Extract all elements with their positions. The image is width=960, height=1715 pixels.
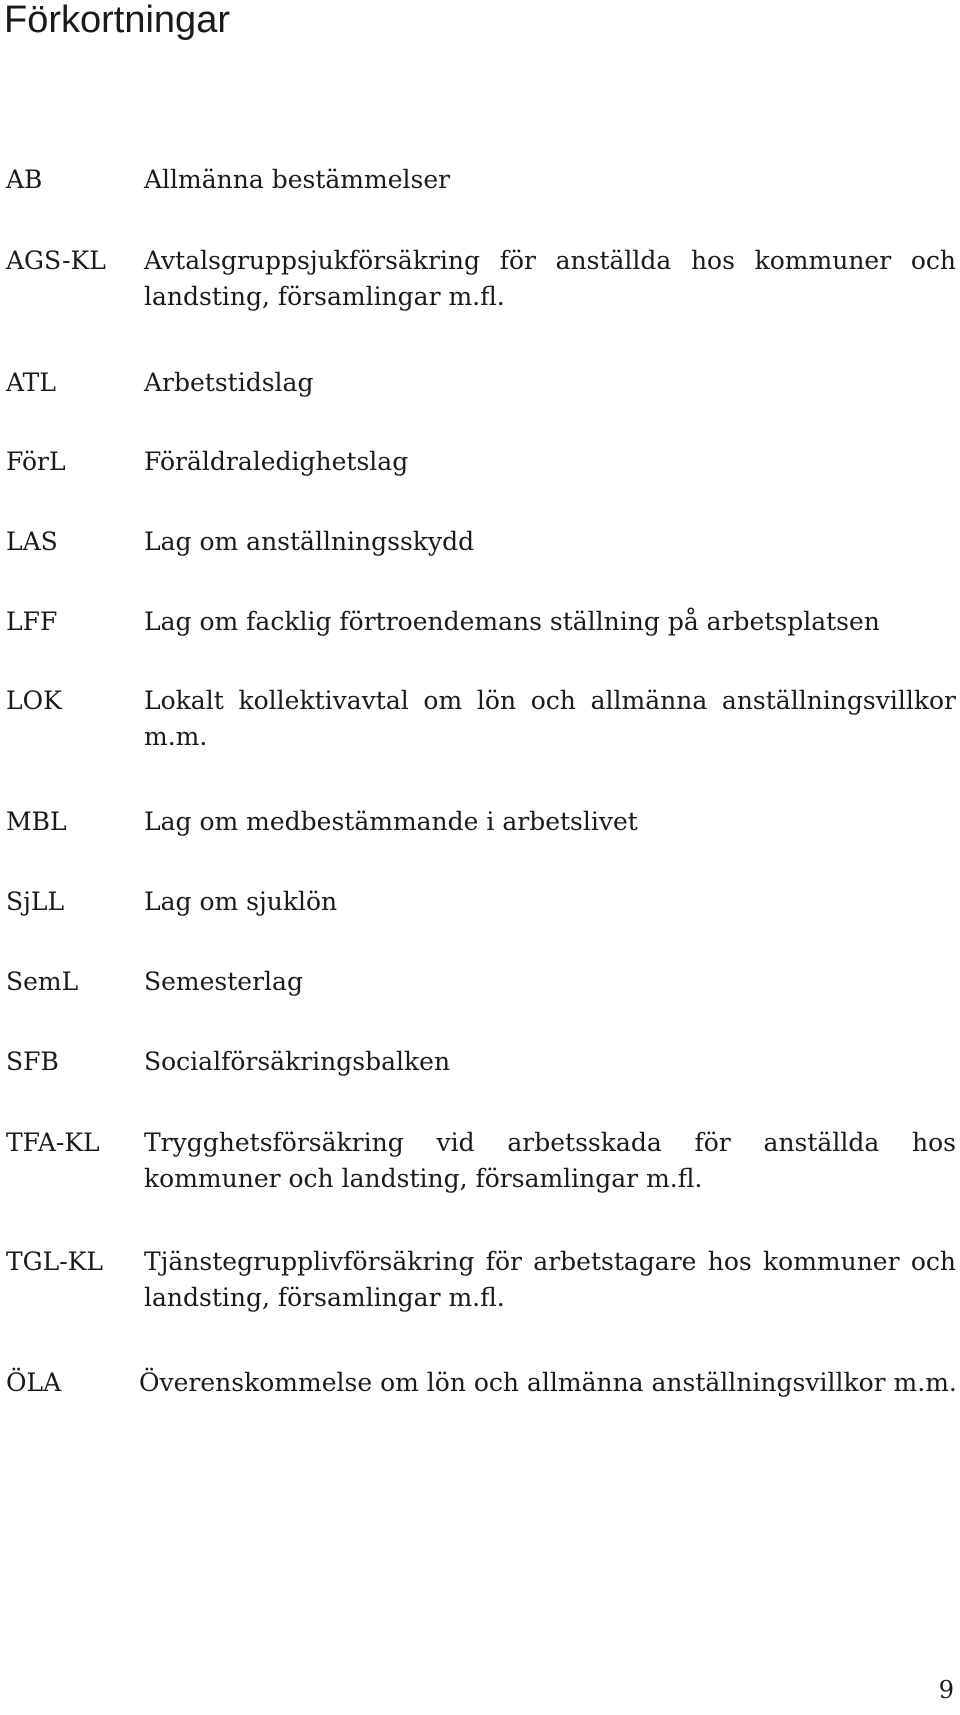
abbreviation-term: LAS [6,527,58,556]
abbreviation-term: ATL [6,368,56,397]
abbreviation-term: AB [6,165,43,194]
abbreviation-description: Tjänstegrupplivförsäkring för arbetstagare hos kommuner och landsting, församlingar m.fl. [144,1247,956,1312]
abbreviation-description: Lag om sjuklön [144,887,338,916]
abbreviation-description: Lag om facklig förtroendemans ställning på arbetsplatsen [144,607,880,636]
abbreviation-description: Avtalsgruppsjukförsäkring för anställda hos kommuner och landsting, församlingar m.fl. [144,246,956,311]
abbreviation-description: Lokalt kollektivavtal om lön och allmänna anställningsvillkor m.m. [144,686,956,751]
page-number: 9 [938,1676,954,1704]
abbreviation-term: LFF [6,607,58,636]
abbreviation-description: Arbetstidslag [144,368,314,397]
abbreviation-description: Socialförsäkringsbalken [144,1047,451,1076]
abbreviation-description: Lag om medbestämmande i arbetslivet [144,807,638,836]
abbreviation-term: ÖLA [6,1368,62,1397]
abbreviation-term: SemL [6,967,79,996]
abbreviation-description: Föräldraledighetslag [144,447,409,476]
abbreviation-term: TFA-KL [6,1128,100,1157]
abbreviation-term: SFB [6,1047,59,1076]
abbreviation-description: Lag om anställningsskydd [144,527,475,556]
abbreviation-description: Semesterlag [144,967,303,996]
abbreviation-term: FörL [6,447,66,476]
abbreviation-term: MBL [6,807,67,836]
page-title: Förkortningar [4,0,230,41]
abbreviation-description: Trygghetsförsäkring vid arbetsskada för anställda hos kommuner och landsting, församlingar m.fl. [144,1128,956,1193]
abbreviation-description: Allmänna bestämmelser [144,165,451,194]
abbreviation-term: TGL-KL [6,1247,103,1276]
abbreviation-term: LOK [6,686,62,715]
abbreviation-term: AGS-KL [6,246,106,275]
abbreviation-description: Överenskommelse om lön och allmänna anställningsvillkor m.m. [139,1368,957,1397]
abbreviation-term: SjLL [6,887,65,916]
